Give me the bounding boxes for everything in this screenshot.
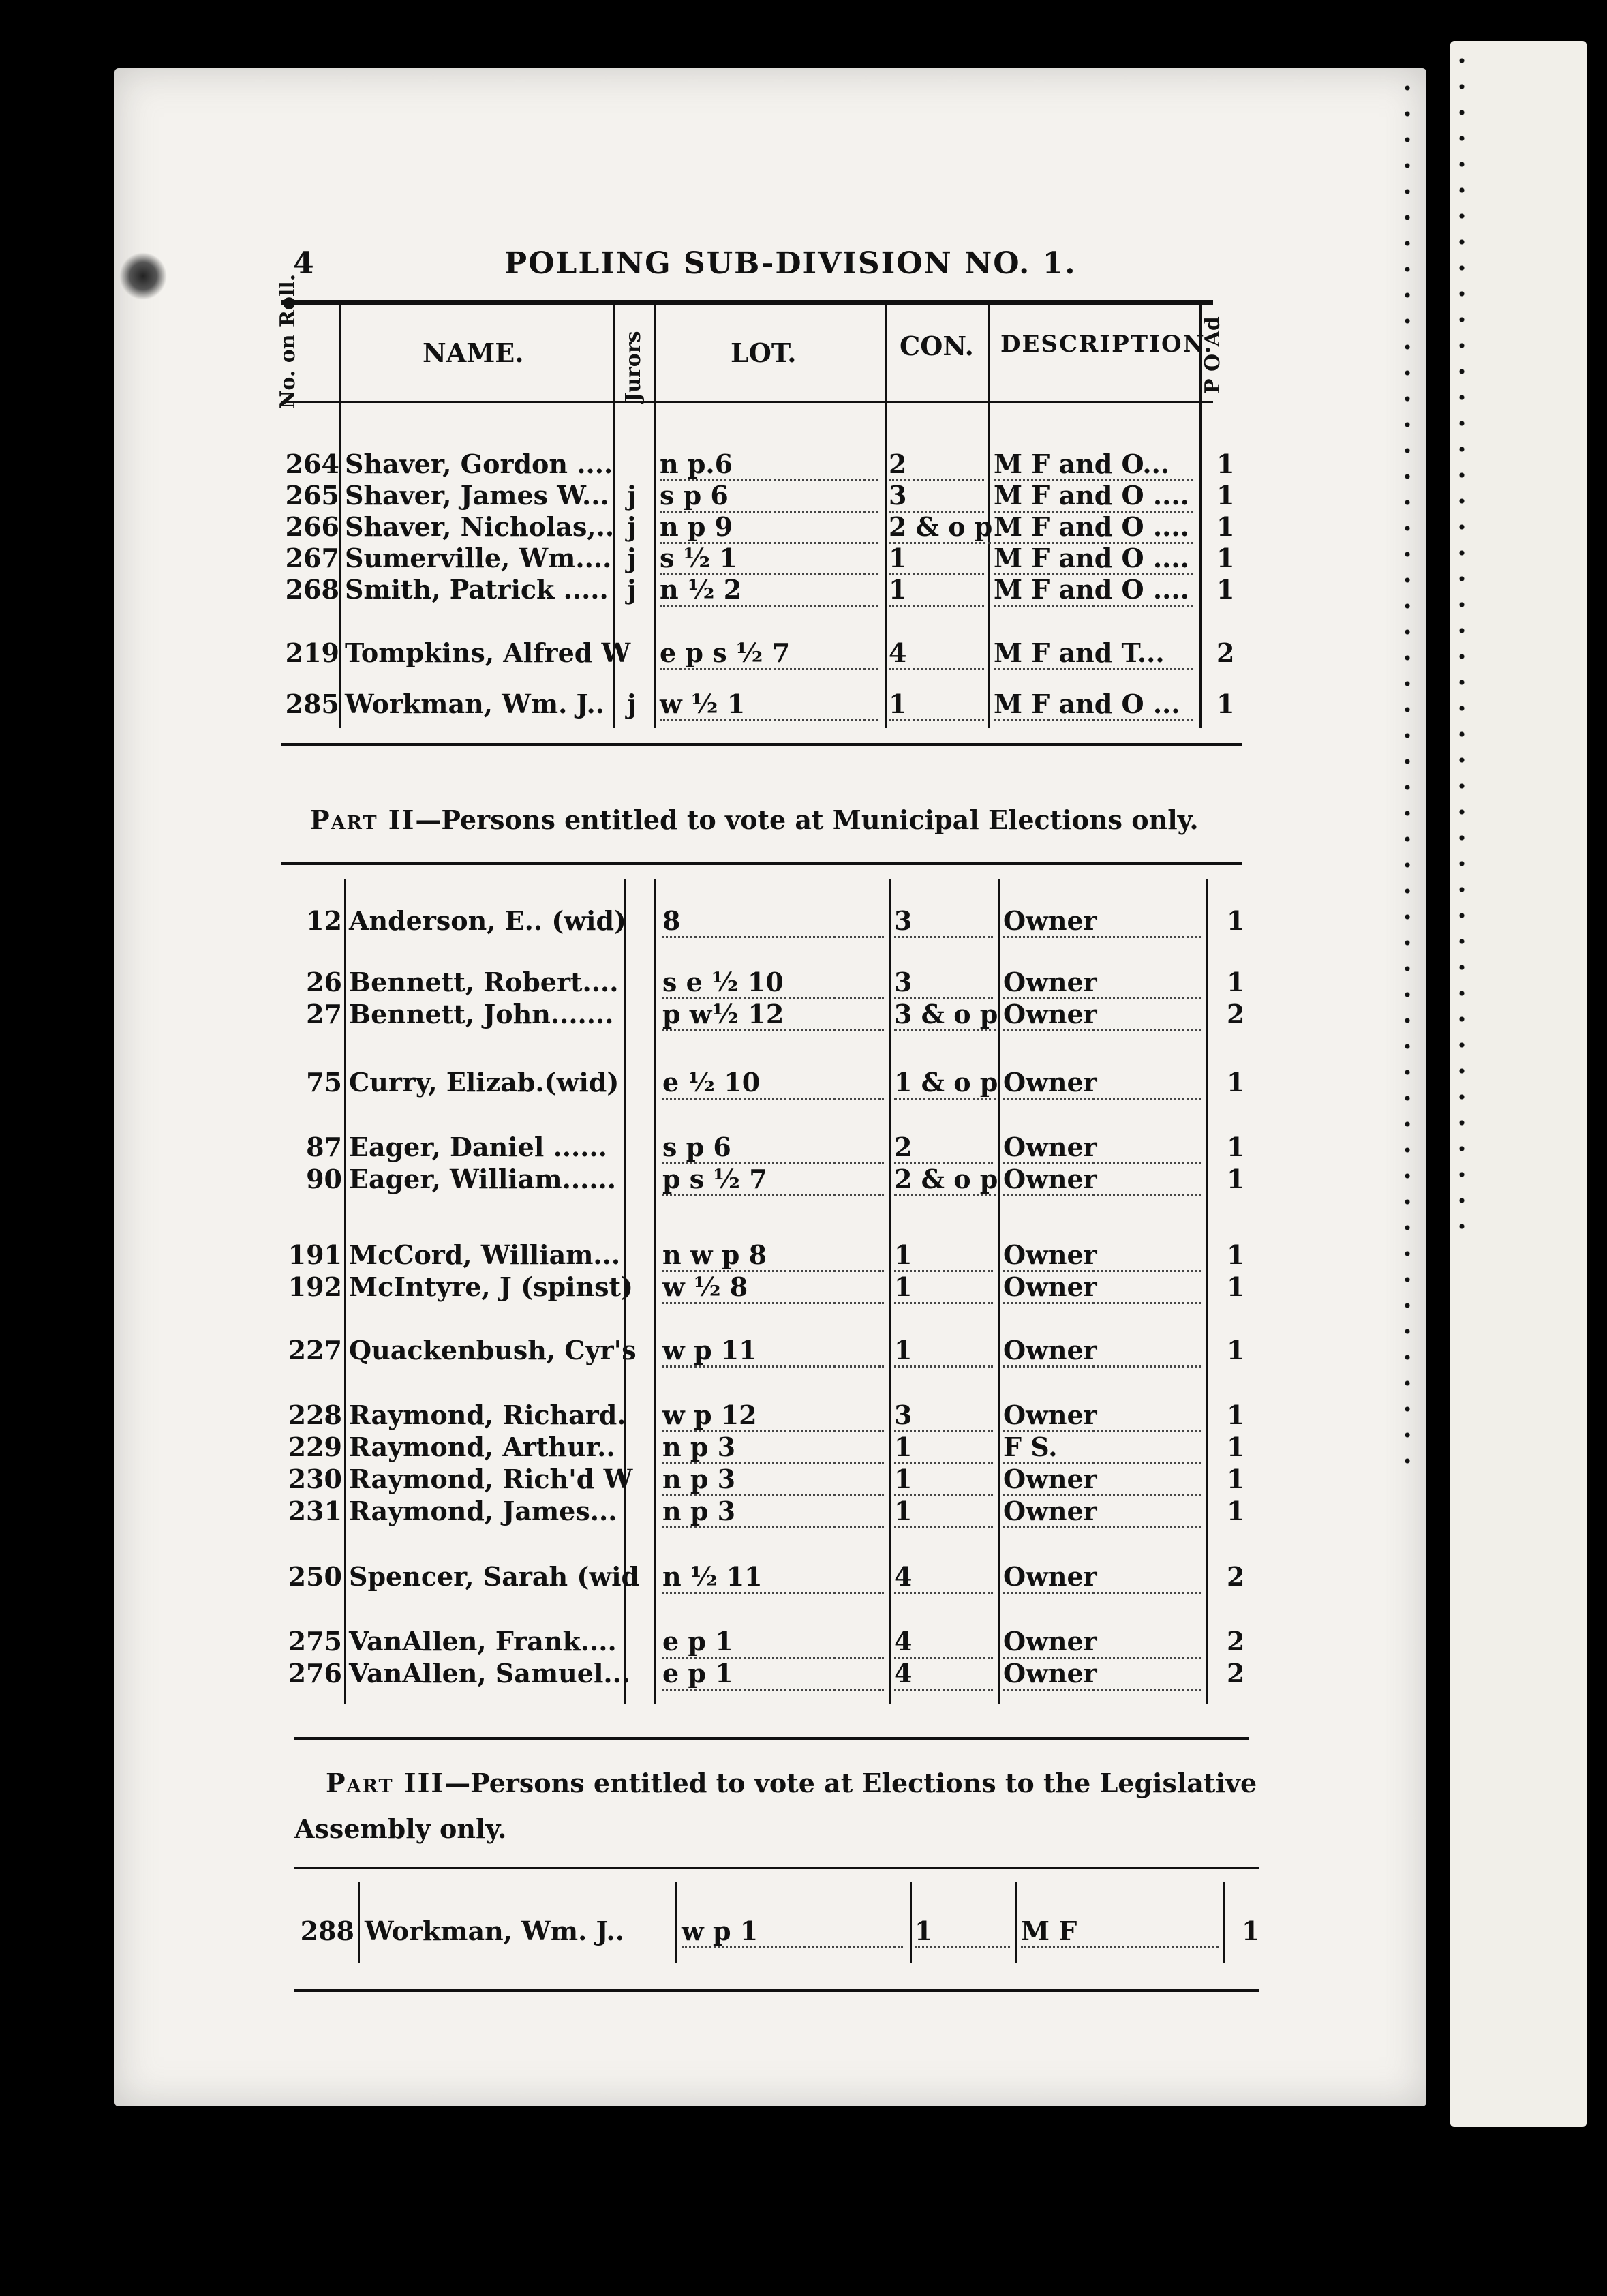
roll-number: 27 bbox=[306, 999, 342, 1029]
table-row bbox=[0, 1335, 1607, 1368]
po-cell: 1 bbox=[1242, 1916, 1260, 1946]
table-row bbox=[0, 480, 1607, 513]
con-cell: 1 bbox=[889, 689, 984, 721]
description-cell: Owner bbox=[1003, 1626, 1201, 1659]
roll-number: 285 bbox=[285, 689, 339, 719]
po-cell: 1 bbox=[1216, 689, 1235, 719]
roll-number: 12 bbox=[306, 905, 342, 936]
part2-text: —Persons entitled to vote at Municipal Elections only. bbox=[415, 804, 1199, 835]
lot-cell: n p 3 bbox=[662, 1496, 884, 1528]
po-cell: 1 bbox=[1227, 1239, 1245, 1270]
table-row bbox=[0, 905, 1607, 938]
lot-cell: e p 1 bbox=[662, 1658, 884, 1691]
description-cell: Owner bbox=[1003, 1335, 1201, 1368]
voter-name: McCord, William... bbox=[349, 1239, 621, 1270]
table-row bbox=[0, 1561, 1607, 1594]
lot-cell: n ½ 2 bbox=[660, 574, 878, 607]
lot-cell: n w p 8 bbox=[662, 1239, 884, 1272]
description-cell: Owner bbox=[1003, 1271, 1201, 1304]
po-cell: 2 bbox=[1216, 637, 1235, 668]
voter-name: Anderson, E.. (wid) bbox=[349, 905, 627, 936]
roll-number: 87 bbox=[306, 1132, 342, 1162]
po-cell: 1 bbox=[1227, 967, 1245, 997]
part3-label: Part III bbox=[326, 1768, 445, 1798]
description-cell: M F and O... bbox=[994, 449, 1193, 481]
con-cell: 4 bbox=[894, 1658, 993, 1691]
voter-name: Quackenbush, Cyr's bbox=[349, 1335, 637, 1365]
voter-name: Workman, Wm. J.. bbox=[345, 689, 605, 719]
description-cell: M F and O ... bbox=[994, 689, 1193, 721]
column-header-con: CON. bbox=[900, 331, 974, 361]
ink-blot bbox=[119, 252, 167, 300]
part3-bottom-rule bbox=[294, 1989, 1259, 1992]
table-row bbox=[0, 1496, 1607, 1528]
part2-top-rule bbox=[281, 862, 1242, 865]
roll-number: 90 bbox=[306, 1164, 342, 1194]
table-row bbox=[0, 1464, 1607, 1496]
description-cell: M F bbox=[1021, 1916, 1219, 1948]
table-row bbox=[0, 543, 1607, 575]
lot-cell: w p 12 bbox=[662, 1400, 884, 1432]
description-cell: M F and O .... bbox=[994, 574, 1193, 607]
po-cell: 1 bbox=[1227, 1132, 1245, 1162]
description-cell: Owner bbox=[1003, 999, 1201, 1031]
voter-name: McIntyre, J (spinst) bbox=[349, 1271, 634, 1302]
description-cell: M F and O .... bbox=[994, 543, 1193, 575]
lot-cell: e ½ 10 bbox=[662, 1067, 884, 1100]
juror-mark: j bbox=[627, 543, 637, 573]
voter-name: Workman, Wm. J.. bbox=[365, 1916, 625, 1946]
con-cell: 3 & o p bbox=[894, 999, 996, 1031]
table-row bbox=[0, 1916, 1607, 1948]
lot-cell: n p 3 bbox=[662, 1432, 884, 1464]
roll-number: 231 bbox=[288, 1496, 342, 1526]
lot-cell: s p 6 bbox=[660, 480, 878, 513]
lot-cell: p s ½ 7 bbox=[662, 1164, 884, 1196]
con-cell: 1 & o p bbox=[894, 1067, 996, 1100]
juror-mark: j bbox=[627, 511, 637, 542]
voter-name: Shaver, Gordon .... bbox=[345, 449, 613, 479]
part3-heading-line2: Assembly only. bbox=[294, 1813, 507, 1844]
column-header-lot: LOT. bbox=[731, 337, 797, 368]
con-cell: 1 bbox=[894, 1271, 993, 1304]
lot-cell: e p 1 bbox=[662, 1626, 884, 1659]
table-row bbox=[0, 999, 1607, 1031]
description-cell: M F and O .... bbox=[994, 480, 1193, 513]
po-cell: 1 bbox=[1227, 1271, 1245, 1302]
voter-name: Raymond, James... bbox=[349, 1496, 617, 1526]
voter-name: Eager, Daniel ...... bbox=[349, 1132, 607, 1162]
po-cell: 1 bbox=[1227, 1067, 1245, 1098]
voter-name: Raymond, Richard. bbox=[349, 1400, 626, 1430]
roll-number: 26 bbox=[306, 967, 342, 997]
description-cell: Owner bbox=[1003, 1164, 1201, 1196]
part2-bottom-rule bbox=[294, 1737, 1249, 1740]
lot-cell: n ½ 11 bbox=[662, 1561, 884, 1594]
voter-name: Bennett, John....... bbox=[349, 999, 614, 1029]
lot-cell: n p.6 bbox=[660, 449, 878, 481]
table-row bbox=[0, 1271, 1607, 1304]
po-cell: 1 bbox=[1216, 511, 1235, 542]
page-title: POLLING SUB-DIVISION NO. 1. bbox=[504, 246, 1077, 281]
con-cell: 3 bbox=[894, 905, 993, 938]
po-cell: 1 bbox=[1216, 574, 1235, 605]
page-number: 4 bbox=[293, 246, 316, 281]
con-cell: 3 bbox=[894, 967, 993, 999]
table-row bbox=[0, 1239, 1607, 1272]
po-cell: 1 bbox=[1227, 1164, 1245, 1194]
description-cell: M F and T... bbox=[994, 637, 1193, 670]
lot-cell: n p 3 bbox=[662, 1464, 884, 1496]
juror-mark: j bbox=[627, 574, 637, 605]
con-cell: 1 bbox=[894, 1239, 993, 1272]
part3-heading-line1 bbox=[326, 1768, 1257, 1798]
table-row bbox=[0, 689, 1607, 721]
roll-number: 227 bbox=[288, 1335, 342, 1365]
po-cell: 2 bbox=[1227, 1658, 1245, 1689]
po-cell: 2 bbox=[1227, 999, 1245, 1029]
roll-number: 275 bbox=[288, 1626, 342, 1657]
con-cell: 1 bbox=[894, 1496, 993, 1528]
po-cell: 1 bbox=[1216, 480, 1235, 511]
description-cell: Owner bbox=[1003, 1132, 1201, 1164]
part1-bottom-rule bbox=[281, 743, 1242, 746]
roll-number: 192 bbox=[288, 1271, 342, 1302]
roll-number: 288 bbox=[300, 1916, 354, 1946]
roll-number: 265 bbox=[285, 480, 339, 511]
con-cell: 4 bbox=[894, 1561, 993, 1594]
description-cell: Owner bbox=[1003, 1464, 1201, 1496]
voter-name: Eager, William...... bbox=[349, 1164, 617, 1194]
roll-number: 219 bbox=[285, 637, 339, 668]
column-header-description: DESCRIPTION. bbox=[1000, 331, 1214, 358]
description-cell: Owner bbox=[1003, 967, 1201, 999]
lot-cell: w p 1 bbox=[682, 1916, 903, 1948]
description-cell: Owner bbox=[1003, 1561, 1201, 1594]
table-row bbox=[0, 1067, 1607, 1100]
po-cell: 1 bbox=[1227, 1464, 1245, 1494]
table-row bbox=[0, 574, 1607, 607]
lot-cell: n p 9 bbox=[660, 511, 878, 544]
description-cell: Owner bbox=[1003, 905, 1201, 938]
column-header-jurors: Jurors bbox=[622, 331, 645, 402]
voter-name: Curry, Elizab.(wid) bbox=[349, 1067, 619, 1098]
con-cell: 2 bbox=[889, 449, 984, 481]
lot-cell: p w½ 12 bbox=[662, 999, 884, 1031]
po-cell: 1 bbox=[1227, 1432, 1245, 1462]
po-cell: 1 bbox=[1227, 905, 1245, 936]
roll-number: 191 bbox=[288, 1239, 342, 1270]
description-cell: Owner bbox=[1003, 1658, 1201, 1691]
con-cell: 2 bbox=[894, 1132, 993, 1164]
table-row bbox=[0, 1626, 1607, 1659]
po-cell: 1 bbox=[1216, 543, 1235, 573]
voter-name: Smith, Patrick ..... bbox=[345, 574, 609, 605]
roll-number: 264 bbox=[285, 449, 339, 479]
description-cell: Owner bbox=[1003, 1067, 1201, 1100]
po-cell: 1 bbox=[1227, 1335, 1245, 1365]
roll-number: 267 bbox=[285, 543, 339, 573]
table-row bbox=[0, 449, 1607, 481]
con-cell: 4 bbox=[889, 637, 984, 670]
roll-number: 268 bbox=[285, 574, 339, 605]
column-header-name: NAME. bbox=[423, 337, 524, 368]
con-cell: 1 bbox=[894, 1464, 993, 1496]
po-cell: 2 bbox=[1227, 1561, 1245, 1592]
voter-name: Raymond, Arthur.. bbox=[349, 1432, 615, 1462]
voter-name: Spencer, Sarah (wid bbox=[349, 1561, 640, 1592]
table-row bbox=[0, 637, 1607, 670]
con-cell: 4 bbox=[894, 1626, 993, 1659]
con-cell: 3 bbox=[889, 480, 984, 513]
con-cell: 1 bbox=[894, 1335, 993, 1368]
po-cell: 1 bbox=[1227, 1496, 1245, 1526]
table-row bbox=[0, 511, 1607, 544]
roll-number: 230 bbox=[288, 1464, 342, 1494]
column-header-po: P O Ad bbox=[1201, 316, 1225, 394]
con-cell: 1 bbox=[915, 1916, 1010, 1948]
po-cell: 1 bbox=[1227, 1400, 1245, 1430]
part3-text-line1: —Persons entitled to vote at Elections to the Legislative bbox=[444, 1768, 1257, 1798]
voter-name: Sumerville, Wm.... bbox=[345, 543, 612, 573]
lot-cell: s p 6 bbox=[662, 1132, 884, 1164]
description-cell: Owner bbox=[1003, 1239, 1201, 1272]
po-cell: 2 bbox=[1227, 1626, 1245, 1657]
voter-name: VanAllen, Frank.... bbox=[349, 1626, 617, 1657]
description-cell: M F and O .... bbox=[994, 511, 1193, 544]
roll-number: 250 bbox=[288, 1561, 342, 1592]
table-row bbox=[0, 1132, 1607, 1164]
con-cell: 1 bbox=[889, 543, 984, 575]
table-row bbox=[0, 1164, 1607, 1196]
part3-top-rule bbox=[294, 1867, 1259, 1869]
voter-name: Shaver, Nicholas,.. bbox=[345, 511, 615, 542]
con-cell: 1 bbox=[889, 574, 984, 607]
roll-number: 75 bbox=[306, 1067, 342, 1098]
description-cell: Owner bbox=[1003, 1496, 1201, 1528]
table-row bbox=[0, 1658, 1607, 1691]
description-cell: F S. bbox=[1003, 1432, 1201, 1464]
lot-cell: s ½ 1 bbox=[660, 543, 878, 575]
voter-name: Tompkins, Alfred W bbox=[345, 637, 631, 668]
voter-name: Raymond, Rich'd W bbox=[349, 1464, 633, 1494]
con-cell: 2 & o p bbox=[894, 1164, 996, 1196]
voter-name: VanAllen, Samuel... bbox=[349, 1658, 631, 1689]
voter-name: Bennett, Robert.... bbox=[349, 967, 619, 997]
table-row bbox=[0, 967, 1607, 999]
lot-cell: s e ½ 10 bbox=[662, 967, 884, 999]
description-cell: Owner bbox=[1003, 1400, 1201, 1432]
table-top-rule bbox=[281, 300, 1213, 305]
table-row bbox=[0, 1400, 1607, 1432]
column-header-roll: No. on Roll. bbox=[276, 273, 300, 409]
lot-cell: w ½ 1 bbox=[660, 689, 878, 721]
page-header bbox=[293, 242, 1213, 283]
header-bottom-rule bbox=[281, 401, 1213, 403]
con-cell: 3 bbox=[894, 1400, 993, 1432]
lot-cell: e p s ½ 7 bbox=[660, 637, 878, 670]
juror-mark: j bbox=[627, 480, 637, 511]
roll-number: 276 bbox=[288, 1658, 342, 1689]
lot-cell: 8 bbox=[662, 905, 884, 938]
part2-label: Part II bbox=[310, 804, 416, 835]
po-cell: 1 bbox=[1216, 449, 1235, 479]
roll-number: 228 bbox=[288, 1400, 342, 1430]
con-cell: 1 bbox=[894, 1432, 993, 1464]
con-cell: 2 & o p bbox=[889, 511, 991, 544]
lot-cell: w ½ 8 bbox=[662, 1271, 884, 1304]
roll-number: 229 bbox=[288, 1432, 342, 1462]
voter-name: Shaver, James W... bbox=[345, 480, 609, 511]
lot-cell: w p 11 bbox=[662, 1335, 884, 1368]
part2-heading bbox=[310, 804, 1199, 835]
juror-mark: j bbox=[627, 689, 637, 719]
table-row bbox=[0, 1432, 1607, 1464]
roll-number: 266 bbox=[285, 511, 339, 542]
